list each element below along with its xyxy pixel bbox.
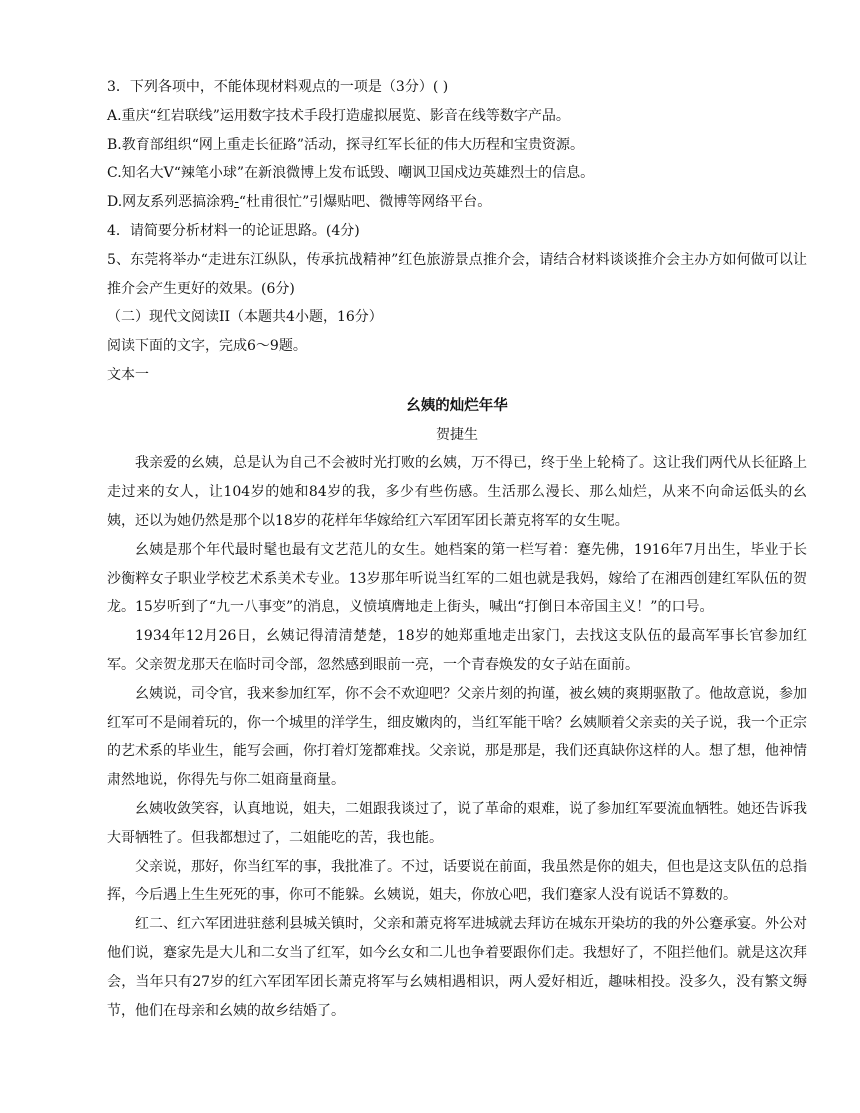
question-3-stem: 3．下列各项中，不能体现材料观点的一项是（3分）( ) <box>107 79 449 95</box>
article-paragraph-4: 幺姨说，司令官，我来参加红军，你不会不欢迎吧？父亲片刻的拘谨，被幺姨的爽期驱散了。他故意说，参加红军可不是闹着玩的，你一个城里的洋学生，细皮嫩肉的，当红军能干啥？幺姨顺着父亲卖的关子说，我一个正宗的艺术系的毕业生，能写会画，你打着灯笼都难找。父亲说，那是那是，我们还真缺你这样的人。想了想，他神情肃然地说，你得先与你二姐商量商量。 <box>107 685 807 789</box>
section-2-heading: （二）现代文阅读II（本题共4小题，16分） <box>107 309 383 326</box>
article-paragraph-3: 1934年12月26日，幺姨记得清清楚楚，18岁的她郑重地走出家门，去找这支队伍的最高军事长官参加红军。父亲贺龙那天在临时司令部，忽然感到眼前一亮，一个青春焕发的女子站在面前。 <box>107 628 807 673</box>
text-1-label: 文本一 <box>107 366 149 383</box>
article-paragraph-1: 我亲爱的幺姨，总是认为自己不会被时光打败的幺姨，万不得已，终于坐上轮椅了。这让我们两代从长征路上走过来的女人，让104岁的她和84岁的我，多少有些伤感。生活那么漫长、那么灿烂，从来不向命运低头的幺姨，还以为她仍然是那个以18岁的花样年华嫁给红六军团军团长萧克将军的女生呢。 <box>107 455 807 529</box>
option-d-underline: - <box>234 194 239 211</box>
question-3-option-d <box>107 188 807 217</box>
article-author: 贺捷生 <box>436 426 478 443</box>
reading-instruction: 阅读下面的文字，完成6～9题。 <box>107 338 307 355</box>
question-3-option-b: B.教育部组织“网上重走长征路”活动，探寻红军长征的伟大历程和宝贵资源。 <box>107 136 585 153</box>
article-paragraph-5: 幺姨收敛笑容，认真地说，姐夫，二姐跟我谈过了，说了革命的艰难，说了参加红军要流血牺牲。她还告诉我大哥牺牲了。但我都想过了，二姐能吃的苦，我也能。 <box>107 800 807 846</box>
question-3-option-a: A.重庆“红岩联线”运用数字技术手段打造虚拟展览、影音在线等数字产品。 <box>107 107 570 124</box>
option-d-suffix: “杜甫很忙”引爆贴吧、微博等网络平台。 <box>238 194 492 211</box>
option-d-prefix: D.网友系列恶搞涂鸦 <box>107 194 235 211</box>
article-paragraph-6: 父亲说，那好，你当红军的事，我批准了。不过，话要说在前面，我虽然是你的姐夫，但也是这支队伍的总指挥，今后遇上生生死死的事，你可不能躲。幺姨说，姐夫，你放心吧，我们蹇家人没有说话不算数的。 <box>107 858 807 904</box>
article-paragraph-2: 幺姨是那个年代最时髦也最有文艺范儿的女生。她档案的第一栏写着：蹇先佛，1916年7月出生，毕业于长沙衡粹女子职业学校艺术系美术专业。13岁那年听说当红军的二姐也就是我妈，嫁给了在湘西创建红军队伍的贺龙。15岁听到了“九一八事变”的消息，义愤填膺地走上街头，喊出“打倒日本帝国主义！”的口号。 <box>107 541 807 616</box>
article-paragraph-7: 红二、红六军团进驻慈利县城关镇时，父亲和萧克将军进城就去拜访在城东开染坊的我的外公蹇承宴。外公对他们说，蹇家先是大儿和二女当了红军，如今幺女和二儿也争着要跟你们走。我想好了，不阻拦他们。就是这次拜会，当年只有27岁的红六军团军团长萧克将军与幺姨相遇相识，两人爱好相近，趣味相投。没多久，没有繁文缛节，他们在母亲和幺姨的故乡结婚了。 <box>107 916 807 1019</box>
document-content <box>107 73 807 1025</box>
question-3-option-c: C.知名大V“辣笔小球”在新浪微博上发布诋毁、嘲讽卫国戍边英雄烈士的信息。 <box>107 165 595 182</box>
question-5: 5、东莞将举办“走进东江纵队，传承抗战精神”红色旅游景点推介会，请结合材料谈谈推介会主办方如何做可以让推介会产生更好的效果。(6分) <box>107 251 807 297</box>
article-title: 幺姨的灿烂年华 <box>406 397 508 414</box>
question-4: 4．请简要分析材料一的论证思路。(4分) <box>107 222 360 239</box>
